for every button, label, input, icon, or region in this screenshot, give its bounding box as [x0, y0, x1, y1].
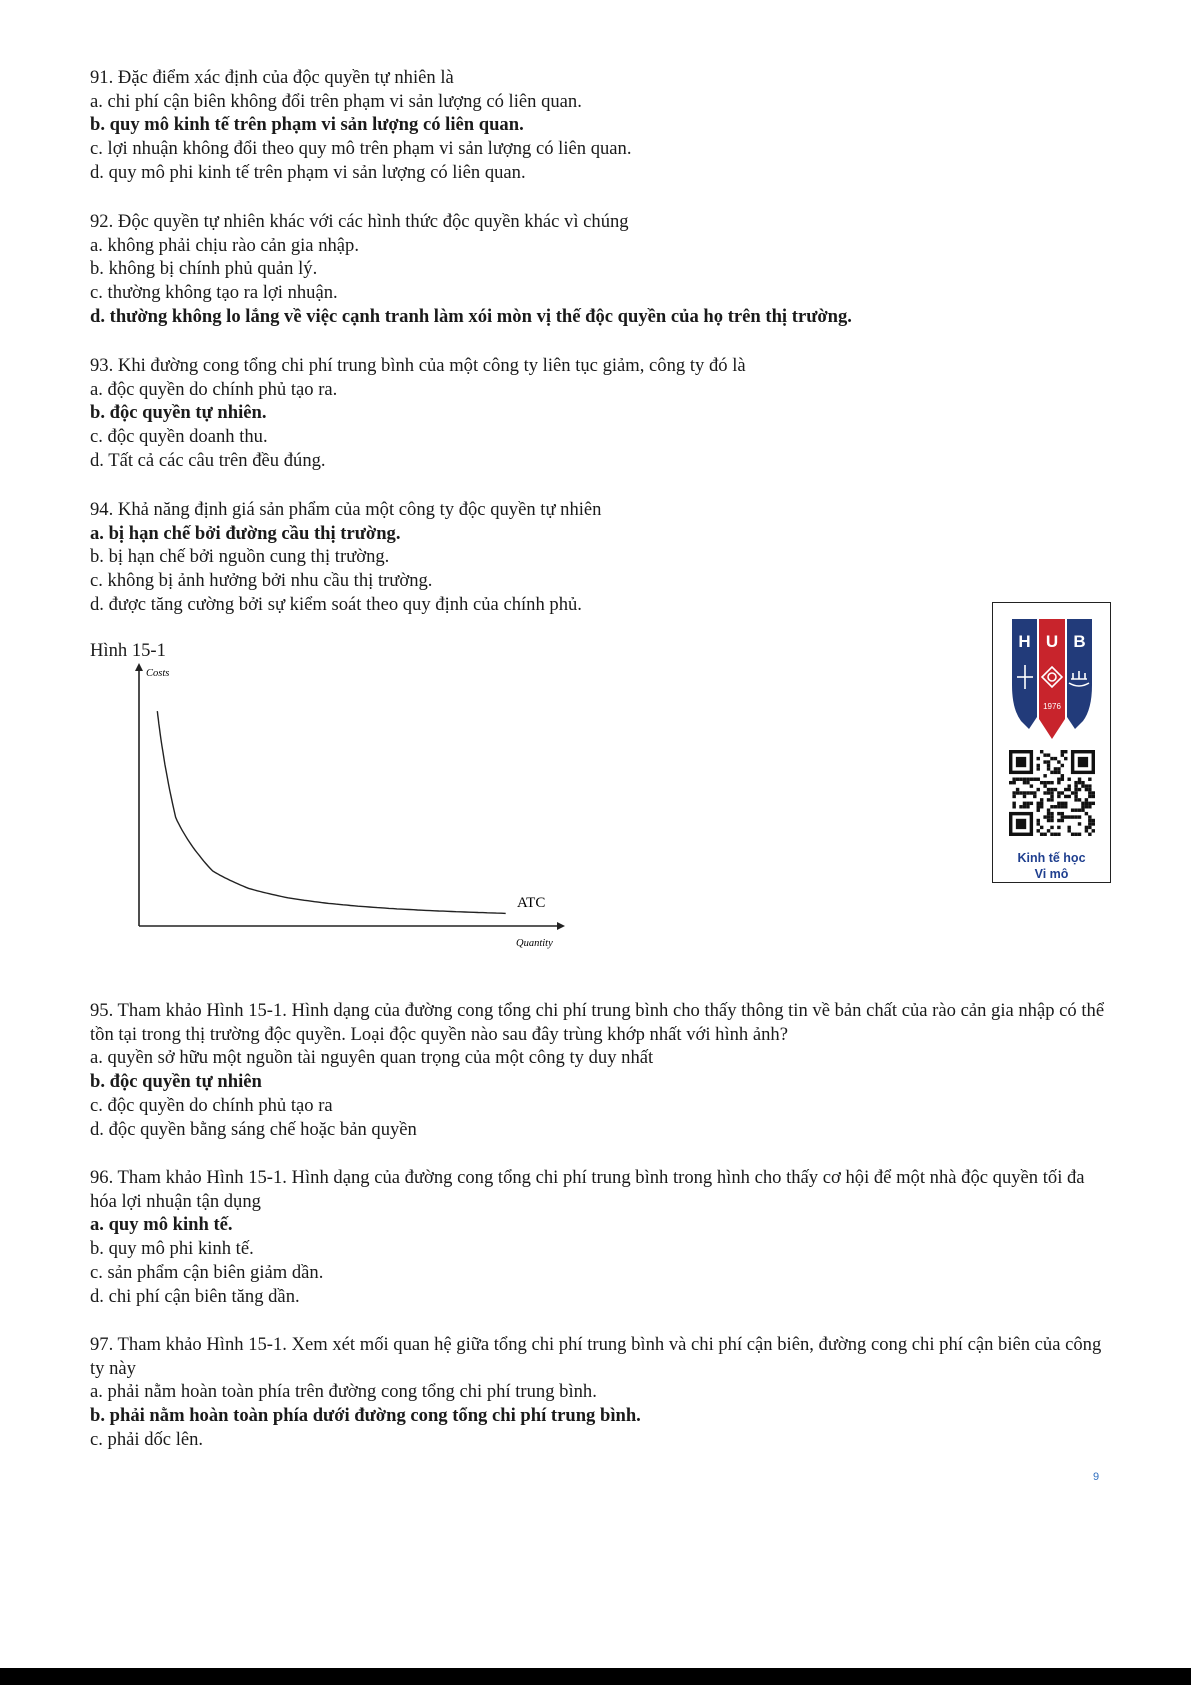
- option-d-correct: d. thường không lo lắng về việc cạnh tranh làm xói mòn vị thế độc quyền của họ trên thị trường.: [90, 305, 852, 327]
- hub-shield-logo: [1009, 613, 1095, 743]
- option-c: c. độc quyền do chính phủ tạo ra: [90, 1094, 333, 1116]
- question-94: [90, 498, 1105, 617]
- atc-curve: [157, 711, 505, 913]
- hub-logo-card: [992, 602, 1111, 883]
- question-95: [90, 999, 1105, 1141]
- page-number: 9: [1093, 1471, 1100, 1483]
- question-91: [90, 66, 1105, 185]
- atc-chart: [118, 660, 578, 955]
- question-stem: 93. Khi đường cong tổng chi phí trung bình của một công ty liên tục giảm, công ty đó là: [90, 355, 746, 376]
- option-c: c. thường không tạo ra lợi nhuận.: [90, 282, 338, 304]
- question-stem: 96. Tham khảo Hình 15-1. Hình dạng của đường cong tổng chi phí trung bình trong hình cho thấy cơ hội để một nhà độc quyền tối đa hóa lợi nhuận tận dụng: [90, 1167, 1085, 1212]
- logo-letter-b: B: [1073, 632, 1086, 651]
- x-axis-arrow: [557, 922, 565, 930]
- logo-year: 1976: [1043, 702, 1061, 711]
- y-axis-arrow: [135, 663, 143, 671]
- x-axis-label: Quantity: [516, 938, 553, 949]
- option-a: a. quyền sở hữu một nguồn tài nguyên quan trọng của một công ty duy nhất: [90, 1047, 654, 1069]
- question-97: [90, 1333, 1105, 1452]
- question-stem: 95. Tham khảo Hình 15-1. Hình dạng của đường cong tổng chi phí trung bình cho thấy thông tin về bản chất của rào cản gia nhập có thể tồn tại trong thị trường độc quyền. Loại độc quyền nào sau đây trùng khớp nhất với hình ảnh?: [90, 1000, 1105, 1045]
- option-a-correct: a. quy mô kinh tế.: [90, 1214, 233, 1236]
- figure-title: Hình 15-1: [90, 640, 166, 661]
- option-d: d. chi phí cận biên tăng dần.: [90, 1285, 300, 1307]
- option-a: a. độc quyền do chính phủ tạo ra.: [90, 378, 338, 400]
- logo-letter-h: H: [1018, 632, 1031, 651]
- question-92: [90, 210, 1105, 329]
- question-stem: 92. Độc quyền tự nhiên khác với các hình thức độc quyền khác vì chúng: [90, 211, 629, 232]
- option-d: d. quy mô phi kinh tế trên phạm vi sản lượng có liên quan.: [90, 161, 526, 183]
- option-a: a. không phải chịu rào cản gia nhập.: [90, 234, 360, 256]
- option-a: a. phải nằm hoàn toàn phía trên đường cong tổng chi phí trung bình.: [90, 1381, 597, 1403]
- option-c: c. sản phẩm cận biên giảm dần.: [90, 1261, 324, 1283]
- option-b-correct: b. quy mô kinh tế trên phạm vi sản lượng có liên quan.: [90, 114, 524, 136]
- option-d: d. được tăng cường bởi sự kiểm soát theo quy định của chính phủ.: [90, 593, 582, 615]
- question-96: [90, 1166, 1105, 1308]
- option-c: c. lợi nhuận không đổi theo quy mô trên phạm vi sản lượng có liên quan.: [90, 138, 632, 160]
- option-a-correct: a. bị hạn chế bởi đường cầu thị trường.: [90, 522, 401, 544]
- question-stem: 94. Khả năng định giá sản phẩm của một công ty độc quyền tự nhiên: [90, 499, 602, 520]
- option-b: b. bị hạn chế bởi nguồn cung thị trường.: [90, 546, 390, 568]
- option-b-correct: b. độc quyền tự nhiên.: [90, 402, 267, 424]
- option-d: d. độc quyền bằng sáng chế hoặc bản quyền: [90, 1118, 417, 1140]
- logo-caption-line1: Kinh tế học: [1017, 851, 1086, 865]
- option-d: d. Tất cả các câu trên đều đúng.: [90, 449, 326, 471]
- option-b: b. quy mô phi kinh tế.: [90, 1238, 254, 1260]
- bottom-bar: [0, 1668, 1191, 1685]
- option-b-correct: b. phải nằm hoàn toàn phía dưới đường cong tổng chi phí trung bình.: [90, 1405, 641, 1427]
- logo-caption-line2: Vi mô: [1034, 867, 1069, 881]
- atc-label: ATC: [517, 895, 546, 911]
- question-stem: 97. Tham khảo Hình 15-1. Xem xét mối quan hệ giữa tổng chi phí trung bình và chi phí cận biên, đường cong chi phí cận biên của công ty này: [90, 1334, 1102, 1379]
- option-c: c. phải dốc lên.: [90, 1428, 204, 1450]
- option-a: a. chi phí cận biên không đổi trên phạm vi sản lượng có liên quan.: [90, 90, 582, 112]
- question-93: [90, 354, 1105, 473]
- option-b: b. không bị chính phủ quản lý.: [90, 258, 318, 280]
- option-c: c. không bị ảnh hưởng bởi nhu cầu thị trường.: [90, 570, 433, 592]
- option-c: c. độc quyền doanh thu.: [90, 426, 268, 448]
- option-b-correct: b. độc quyền tự nhiên: [90, 1071, 262, 1093]
- question-stem: 91. Đặc điểm xác định của độc quyền tự nhiên là: [90, 67, 454, 88]
- logo-letter-u: U: [1045, 632, 1059, 651]
- qr-code-icon: [1009, 750, 1095, 836]
- y-axis-label: Costs: [146, 668, 170, 679]
